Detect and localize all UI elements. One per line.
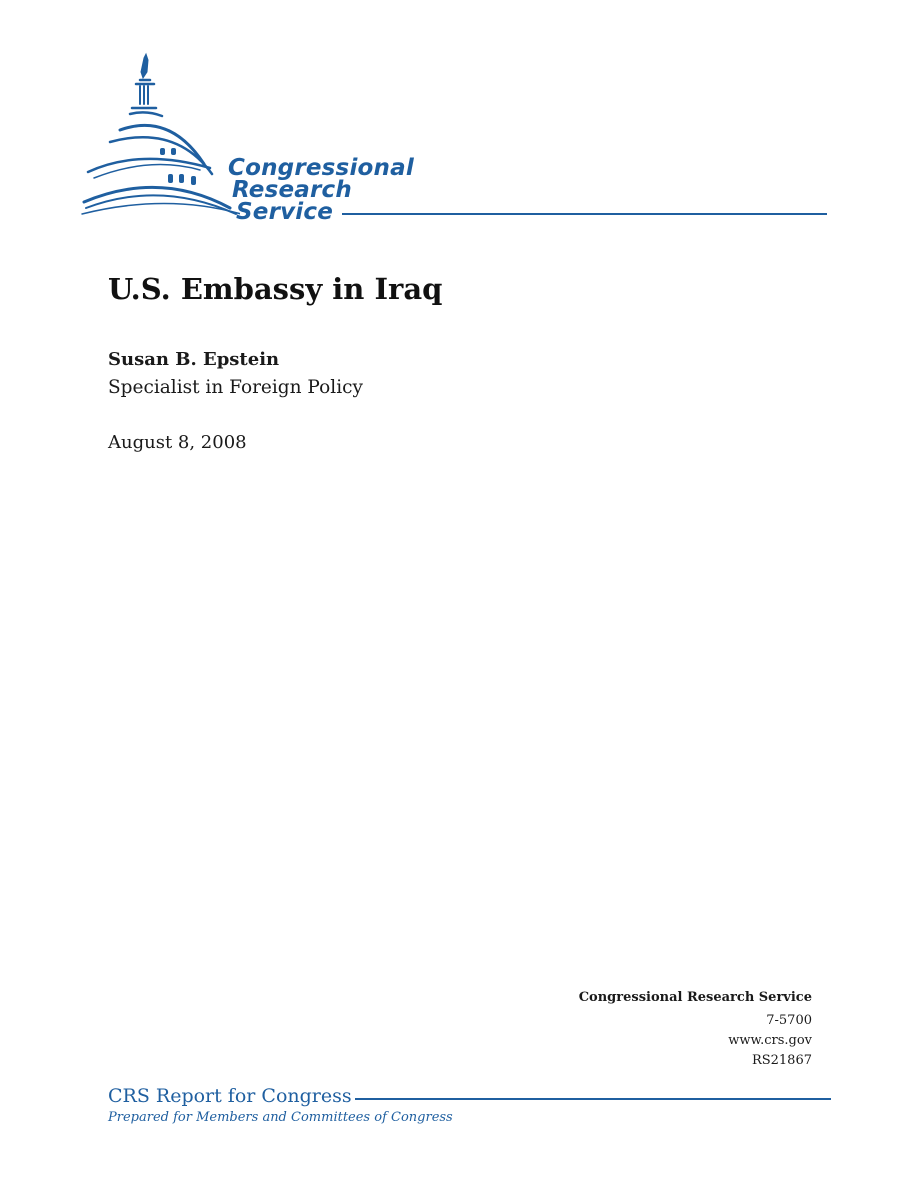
report-date: August 8, 2008 [108, 432, 247, 453]
author-role: Specialist in Foreign Policy [108, 377, 363, 398]
footer-rule [355, 1098, 831, 1100]
crs-report-id: RS21867 [751, 1053, 812, 1068]
crs-org-name: Congressional Research Service [578, 990, 812, 1005]
logo-rule [342, 213, 827, 215]
crs-website-link[interactable]: www.crs.gov [728, 1033, 812, 1048]
logo-text-service: Service [236, 199, 334, 225]
footer-heading: CRS Report for Congress [108, 1085, 352, 1107]
crs-logo [80, 52, 830, 227]
crs-info-block [579, 991, 812, 1074]
crs-code: 7-5700 [766, 1013, 812, 1028]
logo-text-congressional: Congressional [228, 155, 414, 181]
capitol-dome-icon [80, 52, 240, 222]
footer-subtitle: Prepared for Members and Committees of Congress [108, 1110, 453, 1125]
author-name: Susan B. Epstein [108, 349, 280, 370]
logo-text-research: Research [232, 177, 352, 203]
report-title: U.S. Embassy in Iraq [108, 272, 443, 306]
